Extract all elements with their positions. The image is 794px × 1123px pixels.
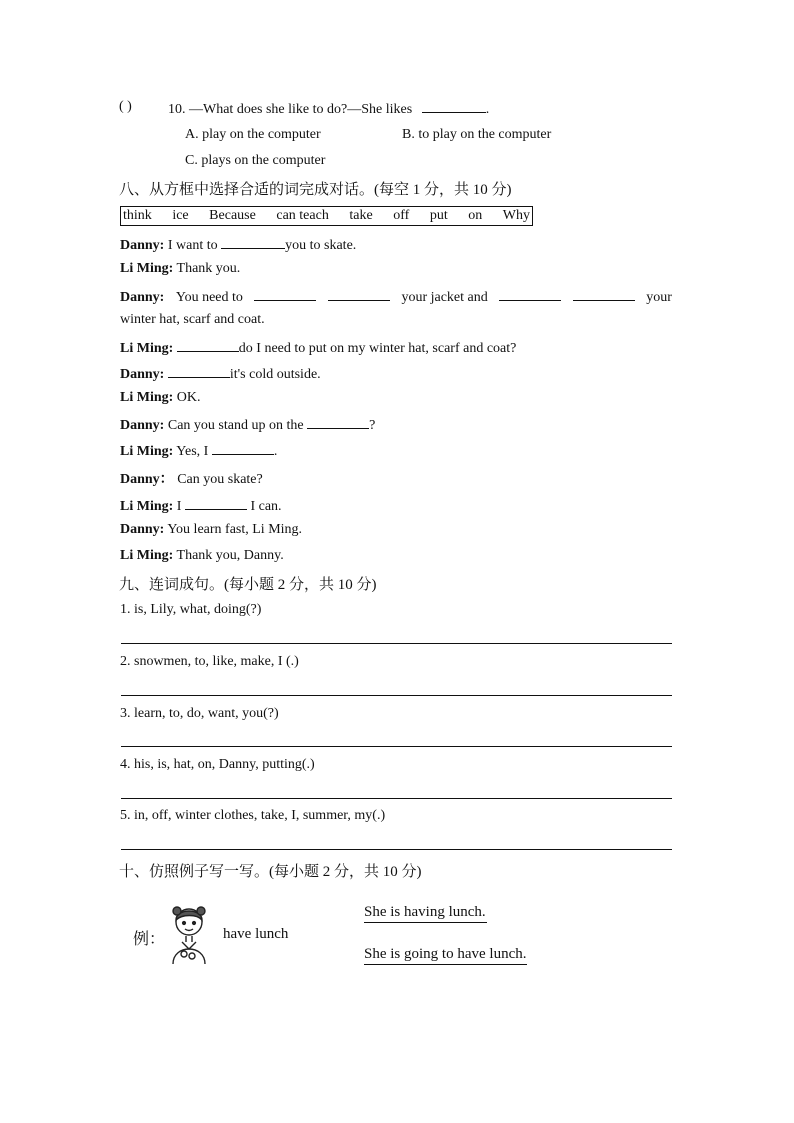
line-text: ? — [369, 418, 376, 433]
answer-line[interactable] — [121, 695, 672, 696]
answer-line[interactable] — [121, 849, 672, 850]
answer-blank[interactable] — [185, 496, 247, 510]
speaker: Danny: — [120, 418, 165, 433]
speaker: Li Ming: — [120, 390, 174, 405]
line-text: your jacket and — [401, 290, 488, 305]
girl-illustration-icon — [164, 902, 214, 964]
speaker: Li Ming: — [120, 261, 174, 276]
answer-blank[interactable] — [177, 338, 239, 352]
speaker: Li Ming: — [120, 548, 174, 563]
section-10-title: 十、仿照例子写一写。(每小题 2 分，共 10 分) — [119, 864, 422, 880]
dialogue-line — [120, 390, 201, 406]
option-a: A. play on the computer — [185, 127, 321, 142]
dialogue-line — [120, 338, 516, 357]
line-text: your — [646, 290, 672, 305]
dialogue-line — [120, 287, 672, 306]
dialogue-line-continued: winter hat, scarf and coat. — [120, 312, 265, 327]
answer-blank[interactable] — [221, 235, 285, 249]
line-text: Can you stand up on the — [167, 418, 304, 433]
speaker: Li Ming: — [120, 341, 174, 356]
word-box-item: Why — [502, 208, 530, 223]
answer-paren: ( ) — [119, 99, 132, 114]
word-box-item: Because — [209, 208, 256, 223]
dialogue-line — [120, 364, 321, 383]
speaker: Danny: — [120, 290, 165, 305]
line-text: Yes, I — [176, 444, 209, 459]
word-box — [120, 206, 533, 226]
line-text: do I need to put on my winter hat, scarf and coat? — [238, 341, 517, 356]
answer-blank[interactable] — [328, 287, 390, 301]
word-box-item: take — [349, 208, 373, 223]
option-c: C. plays on the computer — [185, 153, 326, 168]
dialogue-line — [120, 522, 302, 538]
scramble-item-1: 1. is, Lily, what, doing(?) — [120, 602, 262, 617]
word-box-item: ice — [172, 208, 189, 223]
scramble-item-2: 2. snowmen, to, like, make, I (.) — [120, 654, 299, 669]
word-box-item: off — [393, 208, 410, 223]
word-box-item: on — [468, 208, 483, 223]
line-text: You learn fast, Li Ming. — [167, 522, 303, 537]
line-text: . — [273, 444, 278, 459]
answer-blank[interactable] — [422, 99, 486, 113]
dialogue-line — [120, 496, 282, 515]
dialogue-line — [120, 441, 277, 460]
answer-line[interactable] — [121, 643, 672, 644]
answer-line[interactable] — [121, 798, 672, 799]
word-box-item: put — [429, 208, 448, 223]
dialogue-line — [120, 468, 263, 488]
word-box-item: can teach — [276, 208, 329, 223]
dialogue-line — [120, 261, 240, 277]
line-text: You need to — [175, 290, 243, 305]
dialogue-line — [120, 415, 375, 434]
speaker: Li Ming: — [120, 444, 174, 459]
speaker: Danny: — [120, 238, 165, 253]
line-text: Thank you, Danny. — [176, 548, 284, 563]
answer-blank[interactable] — [307, 415, 369, 429]
answer-blank[interactable] — [168, 364, 230, 378]
period: . — [485, 102, 490, 117]
example-answer-1: She is having lunch. — [364, 904, 487, 923]
line-text: I want to — [167, 238, 218, 253]
question-10-stem: 10. —What does she like to do?—She likes — [168, 102, 413, 117]
answer-blank[interactable] — [212, 441, 274, 455]
speaker: Danny： — [120, 472, 174, 487]
line-text: I can. — [250, 499, 282, 514]
line-text: Can you skate? — [177, 472, 263, 487]
line-text: Thank you. — [176, 261, 241, 276]
scramble-item-4: 4. his, is, hat, on, Danny, putting(.) — [120, 757, 315, 772]
answer-blank[interactable] — [499, 287, 561, 301]
line-text: you to skate. — [285, 238, 357, 253]
example-phrase: have lunch — [223, 926, 289, 942]
answer-blank[interactable] — [254, 287, 316, 301]
dialogue-line — [120, 235, 356, 254]
section-8-title: 八、从方框中选择合适的词完成对话。(每空 1 分，共 10 分) — [119, 182, 512, 198]
scramble-item-3: 3. learn, to, do, want, you(?) — [120, 706, 279, 721]
word-box-item: think — [123, 208, 152, 223]
question-10 — [168, 99, 489, 118]
line-text: I — [176, 499, 182, 514]
scramble-item-5: 5. in, off, winter clothes, take, I, summer, my(.) — [120, 808, 386, 823]
answer-line[interactable] — [121, 746, 672, 747]
example-answer-2: She is going to have lunch. — [364, 946, 527, 965]
speaker: Danny: — [120, 522, 165, 537]
line-text: OK. — [176, 390, 201, 405]
option-b: B. to play on the computer — [402, 127, 552, 142]
speaker: Li Ming: — [120, 499, 174, 514]
example-label: 例： — [133, 931, 166, 948]
answer-blank[interactable] — [573, 287, 635, 301]
section-9-title: 九、连词成句。(每小题 2 分，共 10 分) — [119, 577, 377, 593]
speaker: Danny: — [120, 367, 165, 382]
line-text: it's cold outside. — [229, 367, 321, 382]
dialogue-line — [120, 548, 284, 564]
